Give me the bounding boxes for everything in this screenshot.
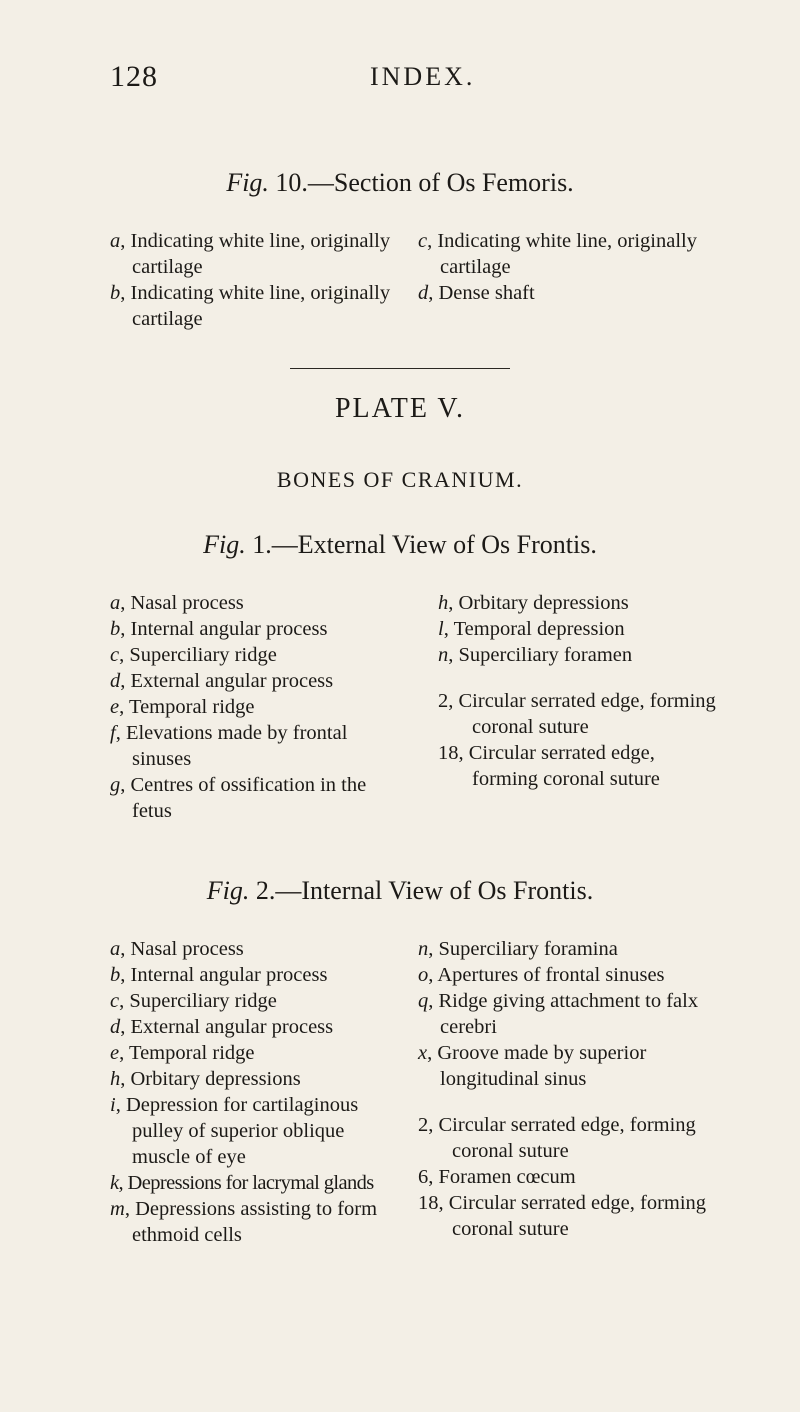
- list-item: 2, Circular serrated edge, forming coronal suture: [438, 690, 716, 738]
- fig2-right-column: [418, 936, 718, 1242]
- fig2-left-column: [110, 936, 400, 1248]
- fig1-right-column: [438, 590, 718, 792]
- list-item: 2, Circular serrated edge, forming coronal suture: [418, 1114, 696, 1162]
- fig1-caption: 1.—External View of Os Frontis.: [245, 530, 597, 559]
- list-item: 18, Circular serrated edge, forming coronal suture: [438, 742, 660, 790]
- list-item: x, Groove made by superior longitudinal sinus: [418, 1042, 647, 1090]
- list-item: b, Internal angular process: [110, 618, 328, 640]
- list-item: c, Superciliary ridge: [110, 990, 277, 1012]
- list-item: h, Orbitary depressions: [110, 1068, 301, 1090]
- list-item: a, Indicating white line, originally cartilage: [110, 230, 391, 278]
- page-header: [110, 60, 760, 100]
- list-item: n, Superciliary foramina: [418, 938, 618, 960]
- fig10-label: Fig.: [226, 168, 269, 197]
- fig1-label: Fig.: [203, 530, 246, 559]
- fig1-left-column: [110, 590, 400, 824]
- list-item: c, Indicating white line, originally cartilage: [418, 230, 697, 278]
- list-item: b, Indicating white line, originally cartilage: [110, 282, 391, 330]
- list-item: e, Temporal ridge: [110, 1042, 255, 1064]
- list-item: l, Temporal depression: [438, 618, 625, 640]
- plate-subtitle: BONES OF CRANIUM.: [276, 467, 524, 492]
- list-item: f, Elevations made by frontal sinuses: [110, 722, 348, 770]
- list-item: e, Temporal ridge: [110, 696, 255, 718]
- page-number: 128: [110, 60, 158, 93]
- list-item: b, Internal angular process: [110, 964, 328, 986]
- fig10-left-column: [110, 228, 400, 332]
- list-item: d, External angular process: [110, 670, 334, 692]
- fig2-caption: 2.—Internal View of Os Frontis.: [249, 876, 594, 905]
- list-item: g, Centres of ossification in the fetus: [110, 774, 367, 822]
- list-item: 18, Circular serrated edge, forming coronal suture: [418, 1192, 707, 1240]
- list-item: o, Apertures of frontal sinuses: [418, 964, 665, 986]
- section-divider: [290, 368, 510, 369]
- list-item: k, Depressions for lacrymal glands: [110, 1172, 374, 1194]
- fig2-title: [0, 876, 800, 906]
- list-item: c, Superciliary ridge: [110, 644, 277, 666]
- list-item: h, Orbitary depressions: [438, 592, 629, 614]
- plate-title: PLATE V.: [334, 393, 466, 424]
- list-item: n, Superciliary foramen: [438, 644, 633, 666]
- fig10-caption: 10.—Section of Os Femoris.: [268, 168, 574, 197]
- fig2-label: Fig.: [206, 876, 250, 905]
- list-item: d, External angular process: [110, 1016, 334, 1038]
- running-title: INDEX.: [370, 62, 476, 91]
- list-item: a, Nasal process: [110, 592, 244, 614]
- fig10-title: [0, 168, 800, 198]
- list-item: m, Depressions assisting to form ethmoid cells: [110, 1198, 378, 1246]
- list-item: i, Depression for cartilaginous pulley of superior oblique muscle of eye: [110, 1094, 359, 1168]
- fig1-title: [0, 530, 800, 560]
- list-item: a, Nasal process: [110, 938, 244, 960]
- list-item: 6, Foramen cœcum: [418, 1166, 576, 1188]
- fig10-right-column: [418, 228, 698, 306]
- list-item: q, Ridge giving attachment to falx cerebri: [418, 990, 699, 1038]
- list-item: d, Dense shaft: [418, 282, 535, 304]
